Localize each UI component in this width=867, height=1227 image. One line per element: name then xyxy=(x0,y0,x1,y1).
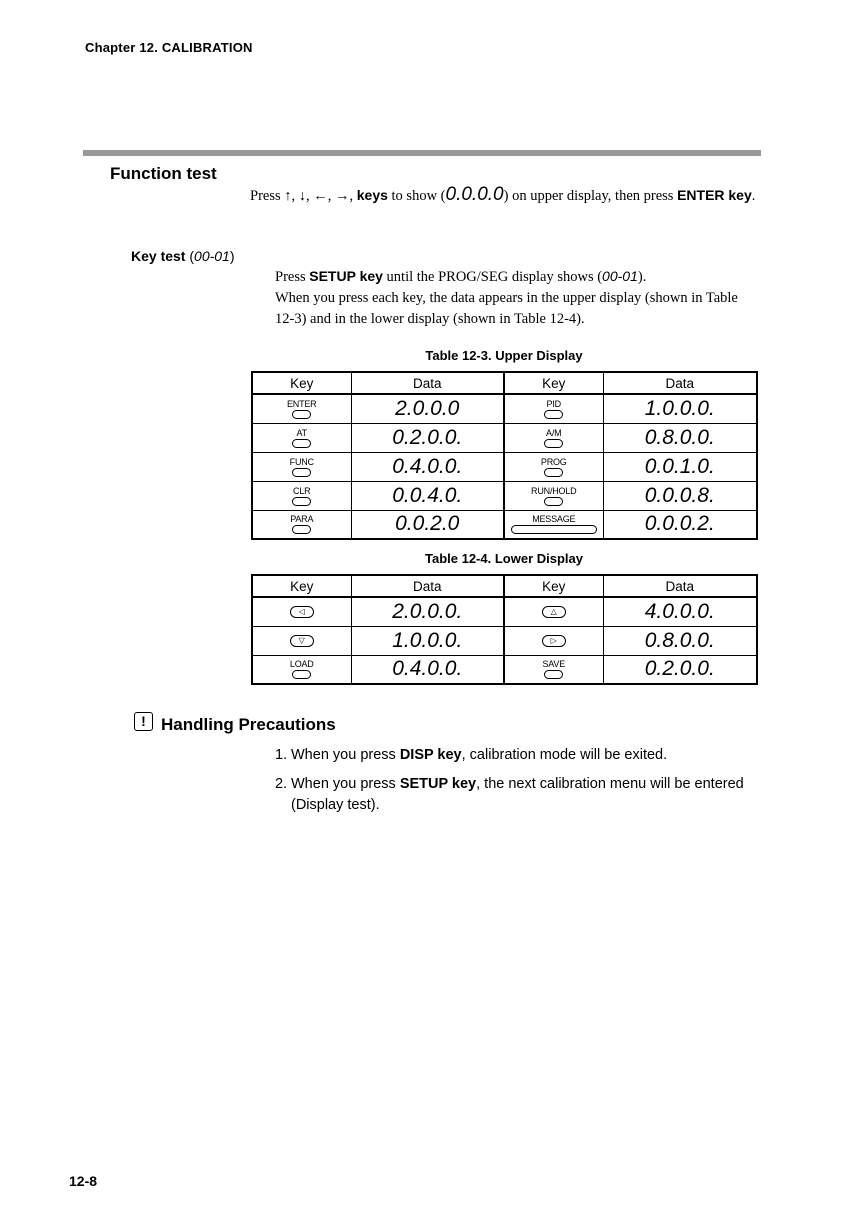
am-key-icon xyxy=(544,428,563,448)
intro-after: ) on upper display, then press xyxy=(503,188,678,204)
table-upper-caption: Table 12-3. Upper Display xyxy=(425,348,583,363)
data-value: 0.0.0.2. xyxy=(603,510,757,539)
key-test-paren-open: ( xyxy=(185,248,195,264)
setup-key-term: SETUP key xyxy=(309,268,383,284)
key-button-shape xyxy=(544,497,563,506)
key-cell xyxy=(504,597,603,626)
text-post: , calibration mode will be exited. xyxy=(461,747,668,763)
key-test-heading xyxy=(131,248,235,264)
table-row xyxy=(252,655,757,684)
key-button-shape xyxy=(544,439,563,448)
key-test-instructions xyxy=(275,266,755,330)
col-header-data: Data xyxy=(351,372,504,394)
key-cell xyxy=(252,452,351,481)
key-cell xyxy=(252,481,351,510)
table-header-row xyxy=(252,372,757,394)
col-header-data: Data xyxy=(603,372,757,394)
key-button-shape xyxy=(292,468,311,477)
key-cell xyxy=(504,481,603,510)
col-header-key: Key xyxy=(252,372,351,394)
clr-key-icon xyxy=(292,486,311,506)
function-test-instructions xyxy=(250,184,765,207)
at-key-icon xyxy=(292,428,311,448)
line1-end: ). xyxy=(637,269,647,285)
col-header-data: Data xyxy=(351,575,504,597)
list-text xyxy=(291,745,667,766)
down-arrow-key-icon xyxy=(290,634,314,647)
data-value: 0.4.0.0. xyxy=(351,452,504,481)
text-bold: SETUP key xyxy=(399,776,477,792)
key-cell xyxy=(252,423,351,452)
key-label: ENTER xyxy=(286,398,317,409)
key-label: CLR xyxy=(293,485,311,496)
list-item xyxy=(275,745,765,766)
text-post: , the next calibration menu will be entered (Display test). xyxy=(291,776,744,813)
key-button-shape: △ xyxy=(542,606,566,618)
line1-code: 00-01 xyxy=(602,268,638,284)
key-button-shape xyxy=(292,497,311,506)
key-test-paren-close: ) xyxy=(229,248,235,264)
key-cell xyxy=(504,452,603,481)
data-value: 0.8.0.0. xyxy=(603,626,757,655)
data-value: 0.0.1.0. xyxy=(603,452,757,481)
key-button-shape: ▽ xyxy=(290,635,314,647)
intro-period: . xyxy=(751,188,756,204)
key-label: RUN/HOLD xyxy=(531,485,577,496)
list-number: 1. xyxy=(275,747,288,763)
key-button-shape: ▷ xyxy=(542,635,566,647)
key-label: MESSAGE xyxy=(532,514,576,525)
table-lower-caption: Table 12-4. Lower Display xyxy=(425,551,583,566)
data-value: 0.2.0.0. xyxy=(351,423,504,452)
key-button-shape: ◁ xyxy=(290,606,314,618)
data-value: 0.4.0.0. xyxy=(351,655,504,684)
key-label: LOAD xyxy=(289,659,314,670)
key-test-line-2: When you press each key, the data appears in the upper display (shown in Table 12-3) and in the lower display (shown in Table 12-4). xyxy=(275,290,738,327)
key-cell xyxy=(504,510,603,539)
pid-key-icon xyxy=(544,399,563,419)
section-divider xyxy=(83,150,761,156)
message-key-icon xyxy=(511,514,597,534)
table-row xyxy=(252,510,757,539)
data-value: 0.0.0.8. xyxy=(603,481,757,510)
section-title: Function test xyxy=(110,164,217,183)
key-button-shape xyxy=(544,410,563,419)
chapter-header: Chapter 12. CALIBRATION xyxy=(85,40,253,55)
key-cell xyxy=(504,655,603,684)
save-key-icon xyxy=(542,659,565,679)
key-test-code: 00-01 xyxy=(194,248,230,264)
table-row xyxy=(252,452,757,481)
intro-press: Press xyxy=(250,188,285,204)
run-hold-key-icon xyxy=(531,486,576,506)
left-arrow-key-icon xyxy=(290,605,314,618)
precautions-list xyxy=(275,745,765,824)
list-item xyxy=(275,774,765,816)
col-header-key: Key xyxy=(504,575,603,597)
table-header-row xyxy=(252,575,757,597)
load-key-icon xyxy=(290,659,314,679)
key-label: PID xyxy=(546,398,561,409)
key-button-shape xyxy=(292,525,311,534)
keys-term: keys xyxy=(356,187,388,203)
enter-key-term: ENTER key xyxy=(677,187,752,203)
key-button-shape xyxy=(511,525,597,534)
line1-mid: until the PROG/SEG display shows ( xyxy=(382,269,603,285)
data-value: 1.0.0.0. xyxy=(603,394,757,423)
up-arrow-key-icon xyxy=(542,605,566,618)
key-cell xyxy=(252,626,351,655)
text-bold: DISP key xyxy=(399,747,462,763)
data-value: 0.0.2.0 xyxy=(351,510,504,539)
list-number: 2. xyxy=(275,776,288,792)
key-button-shape xyxy=(292,439,311,448)
arrow-keys-list: ↑, ↓, ←, →, xyxy=(284,188,357,204)
lower-display-table xyxy=(251,574,758,685)
intro-to-show: to show ( xyxy=(387,188,446,204)
para-key-icon xyxy=(290,514,313,534)
table-row xyxy=(252,626,757,655)
data-value: 0.2.0.0. xyxy=(603,655,757,684)
page-number: 12-8 xyxy=(69,1173,98,1189)
right-arrow-key-icon xyxy=(542,634,566,647)
data-value: 2.0.0.0. xyxy=(351,597,504,626)
key-cell xyxy=(504,423,603,452)
key-button-shape xyxy=(544,468,563,477)
data-value: 0.0.4.0. xyxy=(351,481,504,510)
table-row xyxy=(252,423,757,452)
key-label: SAVE xyxy=(542,659,566,670)
key-cell xyxy=(504,394,603,423)
upper-display-table xyxy=(251,371,758,540)
data-value: 2.0.0.0 xyxy=(351,394,504,423)
table-row xyxy=(252,481,757,510)
text-pre: When you press xyxy=(291,776,400,792)
caution-icon: ! xyxy=(134,712,153,731)
key-test-line-1 xyxy=(275,266,755,288)
table-row xyxy=(252,597,757,626)
key-cell xyxy=(252,510,351,539)
key-label: FUNC xyxy=(289,456,314,467)
data-value: 0.8.0.0. xyxy=(603,423,757,452)
line1-pre: Press xyxy=(275,269,310,285)
key-button-shape xyxy=(292,410,311,419)
segment-value: 0.0.0.0 xyxy=(445,184,504,205)
key-button-shape xyxy=(292,670,311,679)
col-header-data: Data xyxy=(603,575,757,597)
key-button-shape xyxy=(544,670,563,679)
func-key-icon xyxy=(290,457,314,477)
key-cell xyxy=(252,655,351,684)
key-label: PARA xyxy=(290,514,314,525)
prog-key-icon xyxy=(541,457,567,477)
data-value: 1.0.0.0. xyxy=(351,626,504,655)
enter-key-icon xyxy=(287,399,317,419)
data-value: 4.0.0.0. xyxy=(603,597,757,626)
key-cell xyxy=(252,394,351,423)
key-cell xyxy=(252,597,351,626)
key-label: AT xyxy=(296,427,307,438)
key-test-label: Key test xyxy=(131,248,186,264)
precautions-title: Handling Precautions xyxy=(161,715,336,734)
key-label: PROG xyxy=(540,456,567,467)
col-header-key: Key xyxy=(504,372,603,394)
table-row xyxy=(252,394,757,423)
key-cell xyxy=(504,626,603,655)
text-pre: When you press xyxy=(291,747,400,763)
key-label: A/M xyxy=(546,427,562,438)
list-text xyxy=(291,774,765,816)
col-header-key: Key xyxy=(252,575,351,597)
